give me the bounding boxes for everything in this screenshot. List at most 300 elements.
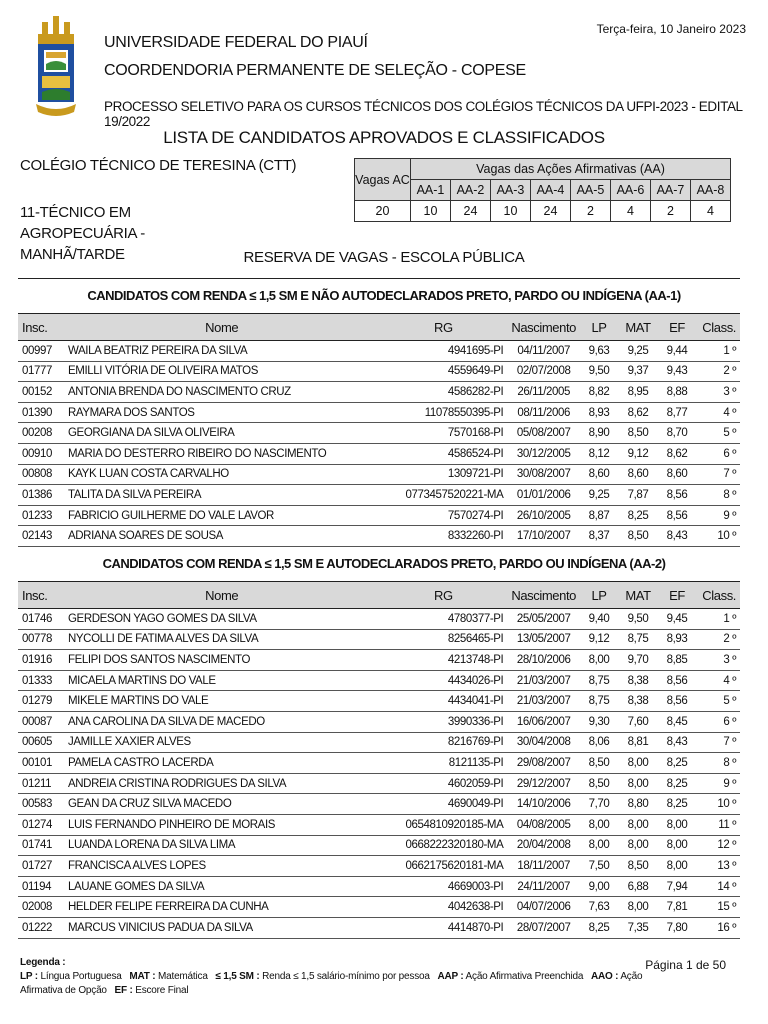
cell-insc: 01274 bbox=[18, 814, 64, 835]
table-header-row bbox=[18, 582, 740, 609]
column-header-mat: MAT bbox=[618, 582, 658, 609]
cell-rg: 8121135-PI bbox=[379, 753, 507, 774]
cell-lp: 9,50 bbox=[580, 361, 618, 382]
cell-ef: 8,43 bbox=[658, 732, 696, 753]
divider bbox=[18, 278, 740, 279]
cell-class: 3 º bbox=[696, 382, 740, 403]
cell-rg: 4559649-PI bbox=[379, 361, 507, 382]
list-title: LISTA DE CANDIDATOS APROVADOS E CLASSIFICADOS bbox=[163, 128, 605, 147]
cell-insc: 01777 bbox=[18, 361, 64, 382]
cell-rg: 8332260-PI bbox=[379, 526, 507, 547]
table-row bbox=[18, 485, 740, 506]
table-row bbox=[18, 361, 740, 382]
cell-class: 10 º bbox=[696, 526, 740, 547]
column-header-nascimento: Nascimento bbox=[507, 314, 580, 341]
cell-ef: 8,25 bbox=[658, 773, 696, 794]
cell-nome: PAMELA CASTRO LACERDA bbox=[64, 753, 379, 774]
cell-class: 9 º bbox=[696, 773, 740, 794]
cell-ef: 9,45 bbox=[658, 609, 696, 630]
cell-lp: 7,63 bbox=[580, 897, 618, 918]
report-date: Terça-feira, 10 Janeiro 2023 bbox=[596, 22, 746, 36]
cell-nome: LUIS FERNANDO PINHEIRO DE MORAIS bbox=[64, 814, 379, 835]
cell-nascimento: 08/11/2006 bbox=[507, 402, 580, 423]
cell-nascimento: 13/05/2007 bbox=[507, 629, 580, 650]
vagas-aa-value: 2 bbox=[651, 201, 691, 222]
cell-nascimento: 28/07/2007 bbox=[507, 917, 580, 938]
cell-rg: 4602059-PI bbox=[379, 773, 507, 794]
column-header-rg: RG bbox=[379, 314, 507, 341]
legend-key: EF : bbox=[114, 985, 133, 996]
vagas-aa-col-header: AA-8 bbox=[691, 180, 731, 201]
cell-mat: 9,70 bbox=[618, 650, 658, 671]
cell-ef: 8,85 bbox=[658, 650, 696, 671]
cell-ef: 9,43 bbox=[658, 361, 696, 382]
cell-insc: 01390 bbox=[18, 402, 64, 423]
cell-ef: 8,00 bbox=[658, 856, 696, 877]
table-row bbox=[18, 609, 740, 630]
cell-mat: 9,12 bbox=[618, 443, 658, 464]
vagas-aa-col-header: AA-7 bbox=[651, 180, 691, 201]
cell-mat: 8,38 bbox=[618, 691, 658, 712]
column-header-ef: EF bbox=[658, 314, 696, 341]
cell-insc: 00910 bbox=[18, 443, 64, 464]
cell-ef: 8,56 bbox=[658, 505, 696, 526]
table-row bbox=[18, 753, 740, 774]
table-header-row bbox=[18, 314, 740, 341]
cell-rg: 4780377-PI bbox=[379, 609, 507, 630]
cell-ef: 8,43 bbox=[658, 526, 696, 547]
cell-lp: 8,00 bbox=[580, 835, 618, 856]
cell-lp: 7,70 bbox=[580, 794, 618, 815]
cell-rg: 11078550395-PI bbox=[379, 402, 507, 423]
cell-nome: TALITA DA SILVA PEREIRA bbox=[64, 485, 379, 506]
cell-nascimento: 04/08/2005 bbox=[507, 814, 580, 835]
column-header-nome: Nome bbox=[64, 314, 379, 341]
table-row bbox=[18, 464, 740, 485]
cell-class: 12 º bbox=[696, 835, 740, 856]
cell-nome: ADRIANA SOARES DE SOUSA bbox=[64, 526, 379, 547]
legend-text: Língua Portuguesa bbox=[40, 971, 122, 982]
cell-nascimento: 21/03/2007 bbox=[507, 691, 580, 712]
vagas-ac-header: Vagas AC bbox=[355, 159, 411, 201]
cell-lp: 9,40 bbox=[580, 609, 618, 630]
cell-insc: 00101 bbox=[18, 753, 64, 774]
cell-mat: 9,50 bbox=[618, 609, 658, 630]
cell-lp: 8,37 bbox=[580, 526, 618, 547]
legend-text: Renda ≤ 1,5 salário-mínimo por pessoa bbox=[262, 971, 430, 982]
cell-lp: 8,00 bbox=[580, 650, 618, 671]
legend-item bbox=[129, 971, 215, 982]
cell-class: 9 º bbox=[696, 505, 740, 526]
cell-class: 8 º bbox=[696, 753, 740, 774]
cell-insc: 01279 bbox=[18, 691, 64, 712]
cell-insc: 01233 bbox=[18, 505, 64, 526]
cell-lp: 8,12 bbox=[580, 443, 618, 464]
cell-lp: 9,00 bbox=[580, 876, 618, 897]
cell-nome: MARIA DO DESTERRO RIBEIRO DO NASCIMENTO bbox=[64, 443, 379, 464]
cell-ef: 7,80 bbox=[658, 917, 696, 938]
cell-nascimento: 21/03/2007 bbox=[507, 670, 580, 691]
cell-nome: ANTONIA BRENDA DO NASCIMENTO CRUZ bbox=[64, 382, 379, 403]
cell-nome: RAYMARA DOS SANTOS bbox=[64, 402, 379, 423]
cell-mat: 8,80 bbox=[618, 794, 658, 815]
cell-nome: GEORGIANA DA SILVA OLIVEIRA bbox=[64, 423, 379, 444]
cell-lp: 9,12 bbox=[580, 629, 618, 650]
table-row bbox=[18, 814, 740, 835]
table-row bbox=[18, 897, 740, 918]
vagas-aa-col-header: AA-5 bbox=[571, 180, 611, 201]
cell-nascimento: 28/10/2006 bbox=[507, 650, 580, 671]
cell-nome: ANDREIA CRISTINA RODRIGUES DA SILVA bbox=[64, 773, 379, 794]
table-row bbox=[18, 835, 740, 856]
cell-nome: HELDER FELIPE FERREIRA DA CUNHA bbox=[64, 897, 379, 918]
cell-class: 16 º bbox=[696, 917, 740, 938]
column-header-rg: RG bbox=[379, 582, 507, 609]
cell-lp: 8,25 bbox=[580, 917, 618, 938]
cell-nascimento: 29/12/2007 bbox=[507, 773, 580, 794]
column-header-class: Class. bbox=[696, 314, 740, 341]
cell-nascimento: 29/08/2007 bbox=[507, 753, 580, 774]
cell-ef: 8,56 bbox=[658, 485, 696, 506]
cell-ef: 8,25 bbox=[658, 794, 696, 815]
table-row bbox=[18, 423, 740, 444]
column-header-mat: MAT bbox=[618, 314, 658, 341]
cell-insc: 01211 bbox=[18, 773, 64, 794]
cell-mat: 8,50 bbox=[618, 423, 658, 444]
cell-class: 10 º bbox=[696, 794, 740, 815]
cell-rg: 4042638-PI bbox=[379, 897, 507, 918]
cell-rg: 0668222320180-MA bbox=[379, 835, 507, 856]
legend-key: ≤ 1,5 SM : bbox=[215, 971, 260, 982]
cell-lp: 8,75 bbox=[580, 691, 618, 712]
cell-mat: 8,50 bbox=[618, 526, 658, 547]
cell-ef: 8,77 bbox=[658, 402, 696, 423]
cell-nome: GERDESON YAGO GOMES DA SILVA bbox=[64, 609, 379, 630]
cell-nome: ANA CAROLINA DA SILVA DE MACEDO bbox=[64, 711, 379, 732]
table-row bbox=[18, 876, 740, 897]
cell-class: 4 º bbox=[696, 402, 740, 423]
cell-class: 5 º bbox=[696, 423, 740, 444]
cell-rg: 4586282-PI bbox=[379, 382, 507, 403]
cell-nascimento: 30/04/2008 bbox=[507, 732, 580, 753]
cell-nascimento: 30/08/2007 bbox=[507, 464, 580, 485]
cell-lp: 9,30 bbox=[580, 711, 618, 732]
column-header-insc: Insc. bbox=[18, 314, 64, 341]
table-row bbox=[18, 691, 740, 712]
cell-insc: 00605 bbox=[18, 732, 64, 753]
candidates-table bbox=[18, 581, 740, 939]
cell-insc: 01746 bbox=[18, 609, 64, 630]
column-header-lp: LP bbox=[580, 314, 618, 341]
course-name: 11-TÉCNICO EM AGROPECUÁRIA - MANHÃ/TARDE bbox=[20, 204, 145, 263]
column-header-lp: LP bbox=[580, 582, 618, 609]
table-row bbox=[18, 711, 740, 732]
cell-ef: 9,44 bbox=[658, 341, 696, 362]
table-row bbox=[18, 917, 740, 938]
cell-lp: 8,82 bbox=[580, 382, 618, 403]
vagas-aa-col-header: AA-6 bbox=[611, 180, 651, 201]
cell-mat: 7,87 bbox=[618, 485, 658, 506]
cell-insc: 01194 bbox=[18, 876, 64, 897]
section-title: CANDIDATOS COM RENDA ≤ 1,5 SM E AUTODECLARADOS PRETO, PARDO OU INDÍGENA (AA-2) bbox=[102, 556, 666, 571]
cell-insc: 00808 bbox=[18, 464, 64, 485]
cell-nascimento: 26/10/2005 bbox=[507, 505, 580, 526]
cell-class: 7 º bbox=[696, 732, 740, 753]
cell-nascimento: 05/08/2007 bbox=[507, 423, 580, 444]
cell-ef: 8,00 bbox=[658, 814, 696, 835]
cell-rg: 7570274-PI bbox=[379, 505, 507, 526]
cell-insc: 01741 bbox=[18, 835, 64, 856]
cell-rg: 4690049-PI bbox=[379, 794, 507, 815]
cell-class: 2 º bbox=[696, 361, 740, 382]
cell-mat: 9,37 bbox=[618, 361, 658, 382]
cell-lp: 7,50 bbox=[580, 856, 618, 877]
cell-mat: 7,35 bbox=[618, 917, 658, 938]
cell-insc: 00152 bbox=[18, 382, 64, 403]
table-row bbox=[18, 650, 740, 671]
cell-rg: 7570168-PI bbox=[379, 423, 507, 444]
cell-ef: 8,60 bbox=[658, 464, 696, 485]
cell-class: 3 º bbox=[696, 650, 740, 671]
vagas-aa-value: 4 bbox=[611, 201, 651, 222]
cell-class: 1 º bbox=[696, 341, 740, 362]
cell-mat: 8,00 bbox=[618, 814, 658, 835]
cell-lp: 8,60 bbox=[580, 464, 618, 485]
vagas-aa-value: 2 bbox=[571, 201, 611, 222]
cell-rg: 0654810920185-MA bbox=[379, 814, 507, 835]
cell-rg: 3990336-PI bbox=[379, 711, 507, 732]
table-row bbox=[18, 382, 740, 403]
cell-mat: 8,00 bbox=[618, 753, 658, 774]
cell-nome: FRANCISCA ALVES LOPES bbox=[64, 856, 379, 877]
cell-ef: 7,94 bbox=[658, 876, 696, 897]
cell-mat: 9,25 bbox=[618, 341, 658, 362]
column-header-insc: Insc. bbox=[18, 582, 64, 609]
column-header-ef: EF bbox=[658, 582, 696, 609]
cell-class: 2 º bbox=[696, 629, 740, 650]
table-row bbox=[18, 732, 740, 753]
process-title: PROCESSO SELETIVO PARA OS CURSOS TÉCNICOS DOS COLÉGIOS TÉCNICOS DA UFPI-2023 - EDITAL 19/2022 bbox=[104, 99, 743, 129]
cell-nome: JAMILLE XAXIER ALVES bbox=[64, 732, 379, 753]
cell-mat: 8,95 bbox=[618, 382, 658, 403]
vagas-aa-value: 24 bbox=[451, 201, 491, 222]
cell-lp: 8,87 bbox=[580, 505, 618, 526]
cell-nome: EMILLI VITÓRIA DE OLIVEIRA MATOS bbox=[64, 361, 379, 382]
cell-nascimento: 30/12/2005 bbox=[507, 443, 580, 464]
cell-mat: 8,62 bbox=[618, 402, 658, 423]
cell-insc: 00583 bbox=[18, 794, 64, 815]
cell-ef: 8,62 bbox=[658, 443, 696, 464]
cell-lp: 8,90 bbox=[580, 423, 618, 444]
cell-class: 6 º bbox=[696, 711, 740, 732]
ufpi-logo bbox=[36, 14, 76, 122]
cell-nome: LUANDA LORENA DA SILVA LIMA bbox=[64, 835, 379, 856]
cell-class: 8 º bbox=[696, 485, 740, 506]
university-name: UNIVERSIDADE FEDERAL DO PIAUÍ bbox=[104, 34, 368, 51]
cell-rg: 4941695-PI bbox=[379, 341, 507, 362]
cell-class: 5 º bbox=[696, 691, 740, 712]
college-name: COLÉGIO TÉCNICO DE TERESINA (CTT) bbox=[20, 157, 297, 174]
legend-items bbox=[20, 971, 642, 996]
cell-lp: 8,50 bbox=[580, 753, 618, 774]
legend-text: Ação Afirmativa Preenchida bbox=[465, 971, 584, 982]
cell-mat: 8,75 bbox=[618, 629, 658, 650]
cell-ef: 8,00 bbox=[658, 835, 696, 856]
cell-nome: FABRICIO GUILHERME DO VALE LAVOR bbox=[64, 505, 379, 526]
legend bbox=[20, 956, 650, 998]
cell-rg: 1309721-PI bbox=[379, 464, 507, 485]
cell-nome: FELIPI DOS SANTOS NASCIMENTO bbox=[64, 650, 379, 671]
legend-item bbox=[215, 971, 437, 982]
cell-nome: MARCUS VINICIUS PADUA DA SILVA bbox=[64, 917, 379, 938]
cell-rg: 8256465-PI bbox=[379, 629, 507, 650]
cell-ef: 8,45 bbox=[658, 711, 696, 732]
cell-insc: 00087 bbox=[18, 711, 64, 732]
vagas-aa-value: 24 bbox=[531, 201, 571, 222]
table-row bbox=[18, 341, 740, 362]
vagas-aa-col-header: AA-3 bbox=[491, 180, 531, 201]
cell-ef: 7,81 bbox=[658, 897, 696, 918]
table-row bbox=[18, 526, 740, 547]
page-indicator: Página 1 de 50 bbox=[645, 958, 726, 972]
vagas-aa-value: 4 bbox=[691, 201, 731, 222]
cell-rg: 0773457520221-MA bbox=[379, 485, 507, 506]
cell-mat: 8,25 bbox=[618, 505, 658, 526]
cell-mat: 7,60 bbox=[618, 711, 658, 732]
cell-lp: 8,93 bbox=[580, 402, 618, 423]
cell-nascimento: 18/11/2007 bbox=[507, 856, 580, 877]
vagas-table bbox=[354, 158, 731, 222]
table-row bbox=[18, 773, 740, 794]
cell-ef: 8,56 bbox=[658, 691, 696, 712]
vagas-aa-col-header: AA-4 bbox=[531, 180, 571, 201]
legend-item bbox=[20, 971, 129, 982]
cell-rg: 4414870-PI bbox=[379, 917, 507, 938]
cell-nascimento: 25/05/2007 bbox=[507, 609, 580, 630]
legend-item bbox=[115, 985, 197, 996]
cell-rg: 4434026-PI bbox=[379, 670, 507, 691]
table-row bbox=[18, 794, 740, 815]
cell-mat: 8,00 bbox=[618, 897, 658, 918]
cell-nascimento: 26/11/2005 bbox=[507, 382, 580, 403]
cell-mat: 8,50 bbox=[618, 856, 658, 877]
column-header-nascimento: Nascimento bbox=[507, 582, 580, 609]
cell-lp: 8,75 bbox=[580, 670, 618, 691]
cell-class: 1 º bbox=[696, 609, 740, 630]
cell-lp: 9,25 bbox=[580, 485, 618, 506]
cell-nascimento: 01/01/2006 bbox=[507, 485, 580, 506]
cell-class: 6 º bbox=[696, 443, 740, 464]
cell-ef: 8,25 bbox=[658, 753, 696, 774]
legend-item bbox=[437, 971, 590, 982]
cell-insc: 02008 bbox=[18, 897, 64, 918]
cell-nascimento: 20/04/2008 bbox=[507, 835, 580, 856]
legend-key: AAO : bbox=[590, 971, 619, 982]
vagas-aa-header: Vagas das Ações Afirmativas (AA) bbox=[411, 159, 731, 180]
section-title: CANDIDATOS COM RENDA ≤ 1,5 SM E NÃO AUTODECLARADOS PRETO, PARDO OU INDÍGENA (AA-1) bbox=[87, 288, 681, 303]
table-row bbox=[18, 443, 740, 464]
cell-rg: 4434041-PI bbox=[379, 691, 507, 712]
cell-mat: 6,88 bbox=[618, 876, 658, 897]
vagas-ac-value: 20 bbox=[355, 201, 411, 222]
vagas-aa-col-header: AA-2 bbox=[451, 180, 491, 201]
cell-mat: 8,00 bbox=[618, 773, 658, 794]
cell-nascimento: 16/06/2007 bbox=[507, 711, 580, 732]
cell-ef: 8,56 bbox=[658, 670, 696, 691]
cell-rg: 4213748-PI bbox=[379, 650, 507, 671]
legend-key: MAT : bbox=[129, 971, 156, 982]
cell-lp: 8,50 bbox=[580, 773, 618, 794]
cell-lp: 8,06 bbox=[580, 732, 618, 753]
cell-class: 4 º bbox=[696, 670, 740, 691]
cell-mat: 8,81 bbox=[618, 732, 658, 753]
cell-mat: 8,00 bbox=[618, 835, 658, 856]
legend-text: Escore Final bbox=[135, 985, 189, 996]
cell-ef: 8,88 bbox=[658, 382, 696, 403]
cell-insc: 01727 bbox=[18, 856, 64, 877]
vagas-aa-value: 10 bbox=[411, 201, 451, 222]
table-row bbox=[18, 629, 740, 650]
cell-nome: MIKELE MARTINS DO VALE bbox=[64, 691, 379, 712]
cell-insc: 02143 bbox=[18, 526, 64, 547]
cell-lp: 8,00 bbox=[580, 814, 618, 835]
cell-insc: 00778 bbox=[18, 629, 64, 650]
cell-insc: 00208 bbox=[18, 423, 64, 444]
cell-mat: 8,38 bbox=[618, 670, 658, 691]
cell-nascimento: 04/11/2007 bbox=[507, 341, 580, 362]
cell-ef: 8,93 bbox=[658, 629, 696, 650]
cell-nome: KAYK LUAN COSTA CARVALHO bbox=[64, 464, 379, 485]
cell-rg: 8216769-PI bbox=[379, 732, 507, 753]
cell-insc: 01333 bbox=[18, 670, 64, 691]
legend-title: Legenda : bbox=[20, 957, 66, 968]
cell-nascimento: 02/07/2008 bbox=[507, 361, 580, 382]
cell-ef: 8,70 bbox=[658, 423, 696, 444]
cell-nome: MICAELA MARTINS DO VALE bbox=[64, 670, 379, 691]
cell-nome: NYCOLLI DE FATIMA ALVES DA SILVA bbox=[64, 629, 379, 650]
cell-insc: 01386 bbox=[18, 485, 64, 506]
table-row bbox=[18, 505, 740, 526]
cell-nascimento: 24/11/2007 bbox=[507, 876, 580, 897]
cell-class: 14 º bbox=[696, 876, 740, 897]
cell-rg: 0662175620181-MA bbox=[379, 856, 507, 877]
legend-key: LP : bbox=[20, 971, 38, 982]
vagas-aa-value: 10 bbox=[491, 201, 531, 222]
cell-nascimento: 17/10/2007 bbox=[507, 526, 580, 547]
cell-nome: LAUANE GOMES DA SILVA bbox=[64, 876, 379, 897]
reserva-title: RESERVA DE VAGAS - ESCOLA PÚBLICA bbox=[243, 249, 525, 266]
cell-insc: 01222 bbox=[18, 917, 64, 938]
vagas-aa-col-header: AA-1 bbox=[411, 180, 451, 201]
cell-class: 7 º bbox=[696, 464, 740, 485]
cell-mat: 8,60 bbox=[618, 464, 658, 485]
cell-class: 11 º bbox=[696, 814, 740, 835]
table-row bbox=[18, 670, 740, 691]
legend-key: AAP : bbox=[437, 971, 464, 982]
cell-nome: WAILA BEATRIZ PEREIRA DA SILVA bbox=[64, 341, 379, 362]
cell-nascimento: 14/10/2006 bbox=[507, 794, 580, 815]
cell-insc: 00997 bbox=[18, 341, 64, 362]
cell-rg: 4586524-PI bbox=[379, 443, 507, 464]
table-row bbox=[18, 856, 740, 877]
coordination-name: COORDENDORIA PERMANENTE DE SELEÇÃO - COPESE bbox=[104, 62, 526, 79]
legend-text: Matemática bbox=[158, 971, 208, 982]
column-header-nome: Nome bbox=[64, 582, 379, 609]
cell-lp: 9,63 bbox=[580, 341, 618, 362]
cell-class: 15 º bbox=[696, 897, 740, 918]
cell-class: 13 º bbox=[696, 856, 740, 877]
cell-nome: GEAN DA CRUZ SILVA MACEDO bbox=[64, 794, 379, 815]
